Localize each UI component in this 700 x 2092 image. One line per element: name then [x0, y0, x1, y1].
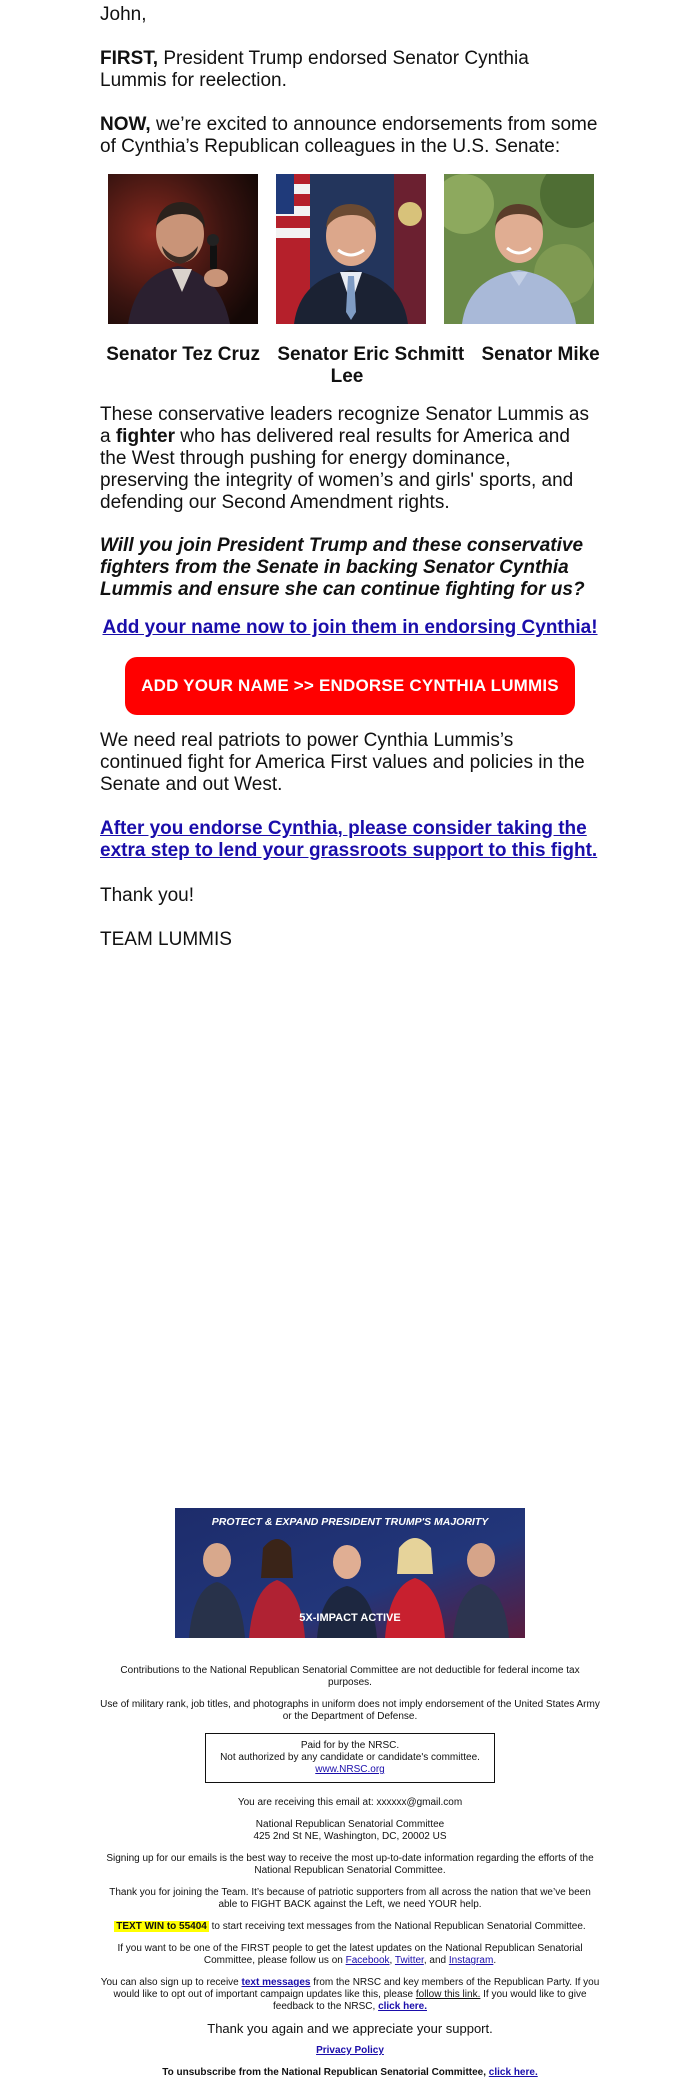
senator-names: [100, 344, 600, 388]
separator: , and: [423, 1955, 449, 1966]
senator-photo-cruz: [108, 174, 258, 324]
paid-by: Paid for by the NRSC.: [300, 1740, 400, 1751]
also-text-mid2: If you would like to give feedback to the NRSC,: [273, 1989, 587, 2012]
thanks-text: Thank you!: [100, 885, 194, 906]
text-win: [100, 1921, 600, 1933]
address: 425 2nd St NE, Washington, DC, 20002 US: [253, 1831, 447, 1842]
majority-banner[interactable]: [175, 1508, 525, 1638]
leaders-text-bold: fighter: [115, 426, 175, 447]
senator-name: Senator Eric Schmitt: [277, 344, 465, 365]
receiving-email: You are receiving this email at: xxxxxx@gmail.com: [237, 1797, 463, 1808]
also-text-mid: from the NRSC and key members of the Republican Party. If you would like to opt out of important campaign updates like this, please: [113, 1977, 600, 2000]
patriots-paragraph: We need real patriots to power Cynthia Lummis’s continued fight for America First values and policies in the Senate and out West.: [100, 730, 585, 795]
endorse-link[interactable]: Add your name now to join them in endorsing Cynthia!: [102, 617, 598, 638]
follow-us: [100, 1943, 600, 1967]
joining-text: Thank you for joining the Team. It’s because of patriotic supporters from all across the nation that we’ve been able to FIGHT BACK against the Left, we need YOUR help.: [109, 1887, 591, 1910]
first-paragraph: [100, 48, 600, 92]
nrsc-site-link[interactable]: www.NRSC.org: [315, 1764, 385, 1775]
leaders-text-pre: These conservative leaders recognize Senator Lummis as a: [100, 404, 589, 447]
opt-out-link[interactable]: follow this link.: [415, 1989, 481, 2000]
unsubscribe-link[interactable]: click here.: [488, 2067, 538, 2078]
follow-text: If you want to be one of the FIRST people to get the latest updates on the National Republican Senatorial Committee, please follow us on: [117, 1943, 583, 1966]
paid-for-box: [205, 1733, 495, 1783]
senator-name: Senator Mike Lee: [330, 344, 600, 387]
now-text: we’re excited to announce endorsements from some of Cynthia’s Republican colleagues in the U.S. Senate:: [100, 114, 598, 157]
now-lead: NOW,: [100, 114, 151, 135]
banner-headline: PROTECT & EXPAND PRESIDENT TRUMP'S MAJORITY: [211, 1516, 489, 1528]
not-authorized: Not authorized by any candidate or candidate's committee.: [220, 1752, 480, 1763]
military-disclaimer: Use of military rank, job titles, and photographs in uniform does not imply endorsement of the United States Army or the Department of Defense.: [100, 1699, 600, 1722]
text-win-highlight: TEXT WIN to 55404: [116, 1921, 207, 1932]
privacy-policy-link[interactable]: Privacy Policy: [316, 2045, 384, 2056]
period: .: [493, 1955, 497, 1966]
first-text: President Trump endorsed Senator Cynthia Lummis for reelection.: [100, 48, 529, 91]
endorse-cta-button[interactable]: ADD YOUR NAME >> ENDORSE CYNTHIA LUMMIS: [125, 657, 575, 715]
twitter-link[interactable]: Twitter: [394, 1955, 424, 1966]
leaders-paragraph: [100, 404, 600, 514]
first-lead: FIRST,: [100, 48, 159, 69]
senator-photo-schmitt: [276, 174, 426, 324]
senator-name: Senator Tez Cruz: [106, 344, 261, 365]
senator-photo-lee: [444, 174, 594, 324]
text-messages-link[interactable]: text messages: [241, 1977, 311, 1988]
separator: ,: [389, 1955, 395, 1966]
unsubscribe: [100, 2067, 600, 2079]
unsubscribe-text: To unsubscribe from the National Republican Senatorial Committee,: [162, 2067, 489, 2078]
now-paragraph: [100, 114, 600, 158]
support-link[interactable]: After you endorse Cynthia, please consider taking the extra step to lend your grassroots support to this fight.: [100, 818, 598, 861]
instagram-link[interactable]: Instagram: [448, 1955, 494, 1966]
org-name: National Republican Senatorial Committee: [255, 1819, 445, 1830]
footer: [100, 1665, 600, 2089]
signup-text: Signing up for our emails is the best way to receive the most up-to-date information regarding the efforts of the National Republican Senatorial Committee.: [106, 1853, 594, 1876]
signature: TEAM LUMMIS: [100, 929, 232, 950]
facebook-link[interactable]: Facebook: [345, 1955, 390, 1966]
senator-photos: [108, 174, 596, 326]
tax-disclaimer: Contributions to the National Republican Senatorial Committee are not deductible for federal income tax purposes.: [120, 1665, 580, 1688]
also-text: You can also sign up to receive: [100, 1977, 242, 1988]
org-address: [100, 1819, 600, 1843]
ask-paragraph: Will you join President Trump and these conservative fighters from the Senate in backing Senator Cynthia Lummis and ensure she can continue fighting for us?: [100, 535, 585, 600]
banner-badge: 5X-IMPACT ACTIVE: [299, 1612, 401, 1624]
greeting: John,: [100, 4, 147, 25]
leaders-text-post: who has delivered real results for America and the West through pushing for energy dominance, preserving the integrity of women’s and girls' sports, and defending our Second Amendment rights.: [100, 426, 574, 513]
feedback-link[interactable]: click here.: [378, 2001, 427, 2012]
thanks-again: Thank you again and we appreciate your support.: [207, 2021, 493, 2036]
also-signup: [100, 1977, 600, 2013]
text-win-rest: to start receiving text messages from the National Republican Senatorial Committee.: [208, 1921, 586, 1932]
